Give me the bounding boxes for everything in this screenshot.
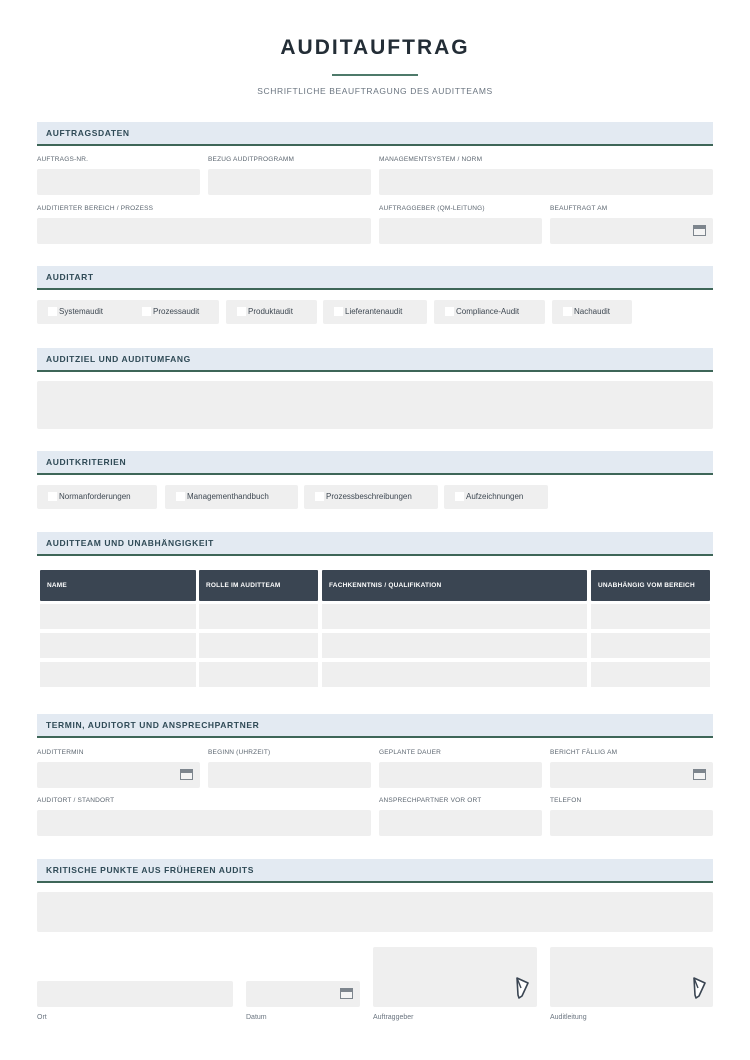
auditart-systemaudit[interactable]: Systemaudit (37, 300, 135, 324)
checkbox[interactable] (334, 307, 343, 316)
ort-field[interactable] (37, 981, 233, 1007)
auditart-compliance-audit[interactable]: Compliance-Audit (434, 300, 545, 324)
auditort-label: AUDITORT / STANDORT (37, 797, 115, 804)
bereich-label: AUDITIERTER BEREICH / PROZESS (37, 205, 154, 212)
auditart-produktaudit[interactable]: Produktaudit (226, 300, 317, 324)
section-termin-heading: TERMIN, AUDITORT UND ANSPRECHPARTNER (37, 714, 713, 738)
datum-field[interactable] (246, 981, 360, 1007)
checkbox[interactable] (176, 492, 185, 501)
beauftragt-field[interactable] (550, 218, 713, 244)
auditort-field[interactable] (37, 810, 371, 836)
beauftragt-label: BEAUFTRAGT AM (550, 205, 608, 212)
auftragsnr-field[interactable] (37, 169, 200, 195)
checkbox[interactable] (48, 492, 57, 501)
calendar-icon[interactable] (693, 769, 706, 780)
calendar-icon[interactable] (340, 988, 353, 999)
table-cell[interactable] (199, 604, 318, 629)
checkbox[interactable] (142, 307, 151, 316)
section-auftragsdaten-heading: AUFTRAGSDATEN (37, 122, 713, 146)
audittermin-label: AUDITTERMIN (37, 749, 84, 756)
auftragsnr-label: AUFTRAGS-NR. (37, 156, 89, 163)
bezug-label: BEZUG AUDITPROGRAMM (208, 156, 295, 163)
auditleitung-signature-label: Auditleitung (550, 1014, 587, 1021)
auditart-nachaudit[interactable]: Nachaudit (552, 300, 632, 324)
beginn-field[interactable] (208, 762, 371, 788)
telefon-field[interactable] (550, 810, 713, 836)
table-header-fachkenntnis: FACHKENNTNIS / QUALIFIKATION (322, 570, 587, 601)
checkbox[interactable] (455, 492, 464, 501)
kriterien-aufzeichnungen[interactable]: Aufzeichnungen (444, 485, 548, 509)
table-cell[interactable] (199, 662, 318, 687)
page-title: AUDITAUFTRAG (280, 36, 470, 59)
table-cell[interactable] (40, 604, 196, 629)
section-auditart-heading: AUDITART (37, 266, 713, 290)
table-cell[interactable] (199, 633, 318, 658)
dauer-field[interactable] (379, 762, 542, 788)
bericht-label: BERICHT FÄLLIG AM (550, 749, 618, 756)
managementsystem-field[interactable] (379, 169, 713, 195)
bereich-field[interactable] (37, 218, 371, 244)
kritisch-textarea[interactable] (37, 892, 713, 932)
auditleitung-signature-field[interactable] (550, 947, 713, 1007)
section-auditkriterien-heading: AUDITKRITERIEN (37, 451, 713, 475)
datum-label: Datum (246, 1014, 267, 1021)
checkbox[interactable] (237, 307, 246, 316)
ort-label: Ort (37, 1014, 47, 1021)
table-cell[interactable] (591, 604, 710, 629)
telefon-label: TELEFON (550, 797, 582, 804)
title-underline (332, 74, 418, 76)
table-header-unabhaengig: UNABHÄNGIG VOM BEREICH (591, 570, 710, 601)
auditziel-textarea[interactable] (37, 381, 713, 429)
kriterien-managementhandbuch[interactable]: Managementhandbuch (165, 485, 298, 509)
signature-pen-icon (691, 977, 707, 999)
kriterien-prozessbeschreibungen[interactable]: Prozessbeschreibungen (304, 485, 438, 509)
page-subtitle: SCHRIFTLICHE BEAUFTRAGUNG DES AUDITTEAMS (257, 86, 493, 96)
managementsystem-label: MANAGEMENTSYSTEM / NORM (379, 156, 483, 163)
calendar-icon[interactable] (180, 769, 193, 780)
auftraggeber-label: AUFTRAGGEBER (QM-LEITUNG) (379, 205, 485, 212)
table-header-rolle: ROLLE IM AUDITTEAM (199, 570, 318, 601)
auditart-lieferantenaudit[interactable]: Lieferantenaudit (323, 300, 427, 324)
ansprechpartner-label: ANSPRECHPARTNER VOR ORT (379, 797, 482, 804)
table-cell[interactable] (40, 662, 196, 687)
bezug-field[interactable] (208, 169, 371, 195)
section-auditziel-heading: AUDITZIEL UND AUDITUMFANG (37, 348, 713, 372)
kriterien-normanforderungen[interactable]: Normanforderungen (37, 485, 157, 509)
auftraggeber-field[interactable] (379, 218, 542, 244)
bericht-field[interactable] (550, 762, 713, 788)
beginn-label: BEGINN (UHRZEIT) (208, 749, 271, 756)
table-cell[interactable] (591, 633, 710, 658)
checkbox[interactable] (563, 307, 572, 316)
auftraggeber-signature-label: Auftraggeber (373, 1014, 414, 1021)
dauer-label: GEPLANTE DAUER (379, 749, 442, 756)
section-auditteam-heading: AUDITTEAM UND UNABHÄNGIGKEIT (37, 532, 713, 556)
table-cell[interactable] (322, 662, 587, 687)
table-header-name: NAME (40, 570, 196, 601)
table-cell[interactable] (591, 662, 710, 687)
auftraggeber-signature-field[interactable] (373, 947, 537, 1007)
checkbox[interactable] (315, 492, 324, 501)
table-cell[interactable] (322, 604, 587, 629)
section-kritisch-heading: KRITISCHE PUNKTE AUS FRÜHEREN AUDITS (37, 859, 713, 883)
ansprechpartner-field[interactable] (379, 810, 542, 836)
signature-pen-icon (514, 977, 530, 999)
table-cell[interactable] (40, 633, 196, 658)
table-cell[interactable] (322, 633, 587, 658)
calendar-icon[interactable] (693, 225, 706, 236)
auditart-prozessaudit[interactable]: Prozessaudit (131, 300, 219, 324)
audittermin-field[interactable] (37, 762, 200, 788)
checkbox[interactable] (445, 307, 454, 316)
checkbox[interactable] (48, 307, 57, 316)
